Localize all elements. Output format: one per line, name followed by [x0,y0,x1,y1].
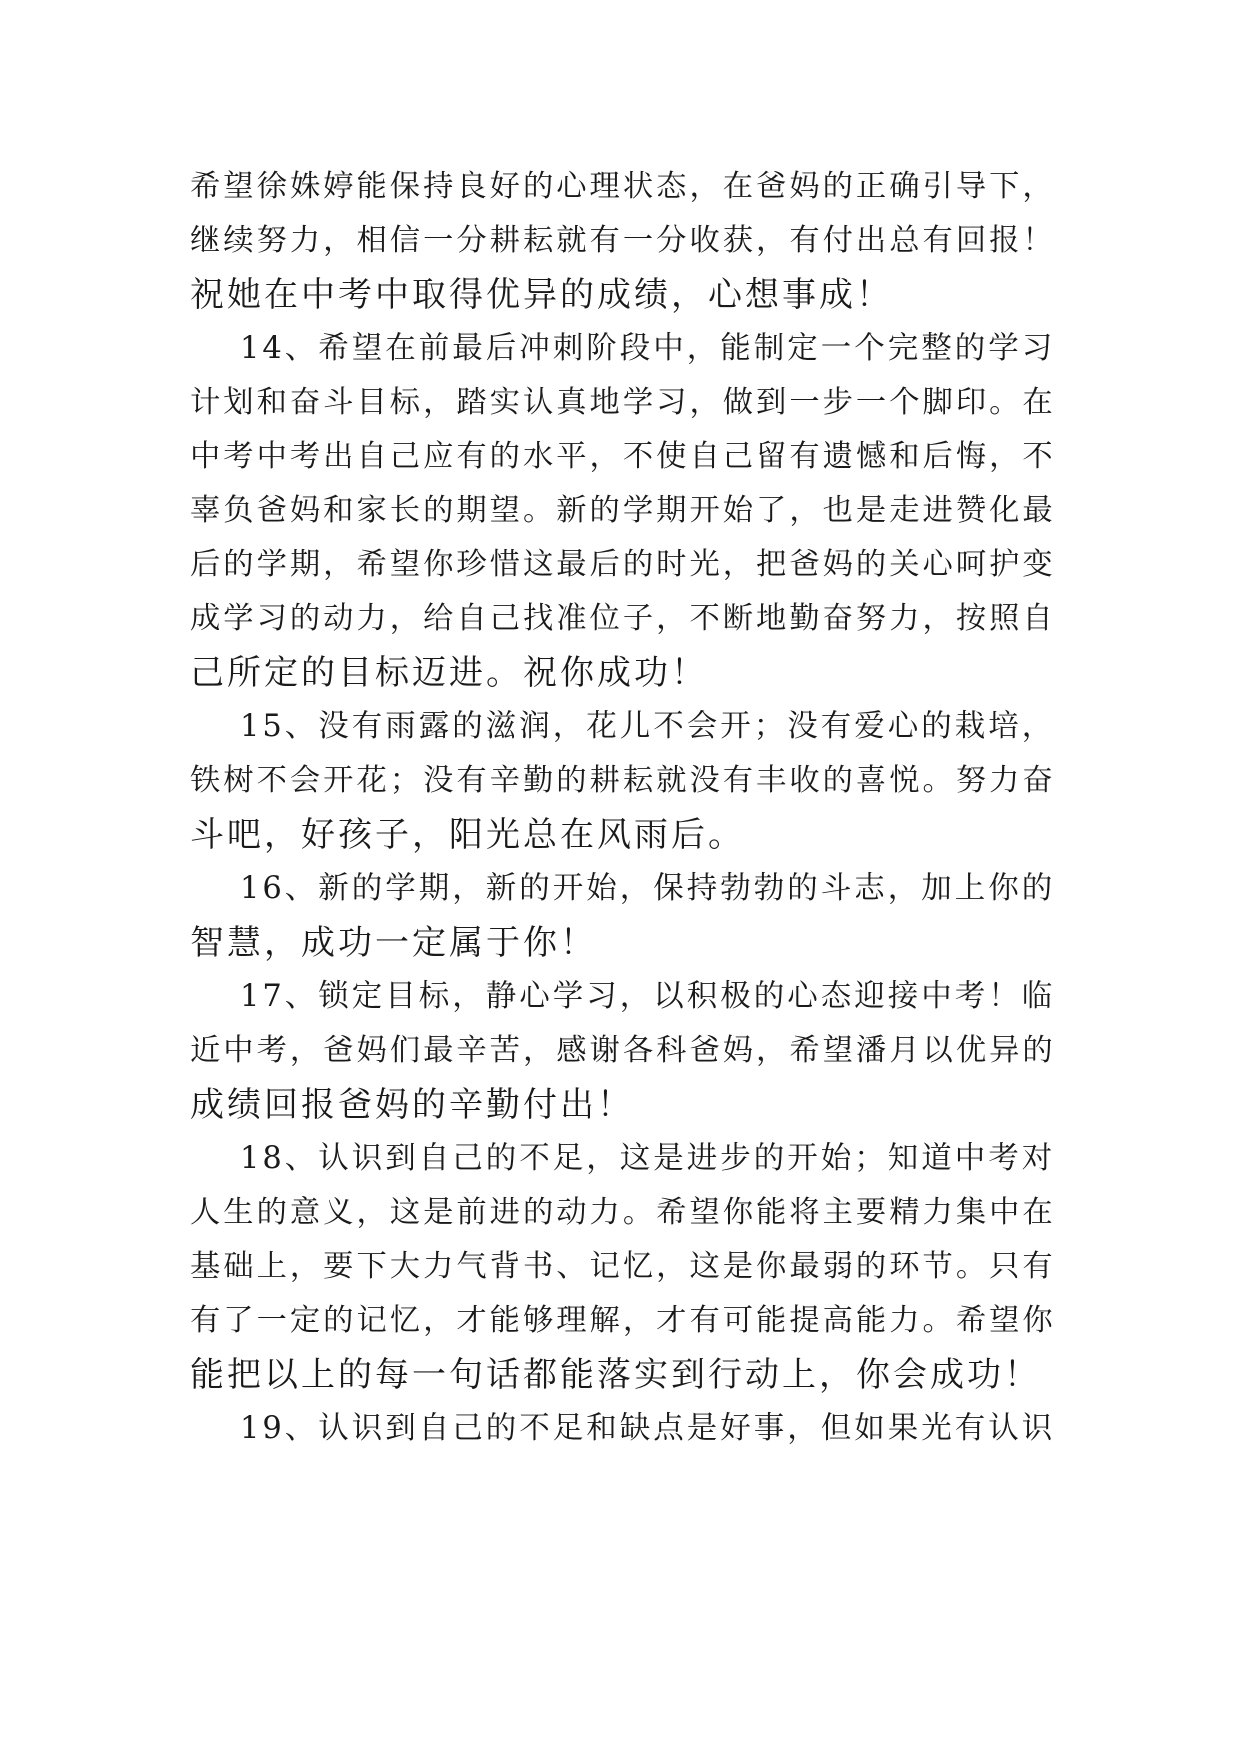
text-line: 辜负爸妈和家长的期望。新的学期开始了，也是走进赞化最 [190,493,1056,528]
text-line: 希望徐姝婷能保持良好的心理状态，在爸妈的正确引导下， [190,169,1056,204]
paragraph-first-line: 19、认识到自己的不足和缺点是好事，但如果光有认识 [240,1411,1056,1446]
text-line: 中考中考出自己应有的水平，不使自己留有遗憾和后悔，不 [190,439,1056,474]
text-line: 祝她在中考中取得优异的成绩，心想事成！ [190,275,893,315]
paragraph-first-line: 18、认识到自己的不足，这是进步的开始；知道中考对 [240,1141,1056,1176]
text-line: 成学习的动力，给自己找准位子，不断地勤奋努力，按照自 [190,601,1056,636]
text-line: 计划和奋斗目标，踏实认真地学习，做到一步一个脚印。在 [190,385,1056,420]
text-line: 近中考，爸妈们最辛苦，感谢各科爸妈，希望潘月以优异的 [190,1033,1056,1068]
text-line: 斗吧，好孩子，阳光总在风雨后。 [190,815,745,855]
text-line: 能把以上的每一句话都能落实到行动上，你会成功！ [190,1355,1041,1395]
paragraph-first-line: 15、没有雨露的滋润，花儿不会开；没有爱心的栽培， [240,709,1056,744]
text-line: 铁树不会开花；没有辛勤的耕耘就没有丰收的喜悦。努力奋 [190,763,1056,798]
text-line: 人生的意义，这是前进的动力。希望你能将主要精力集中在 [190,1195,1056,1230]
paragraph-first-line: 17、锁定目标，静心学习，以积极的心态迎接中考！临 [240,979,1056,1014]
document-body [190,160,1056,1456]
text-line: 基础上，要下大力气背书、记忆，这是你最弱的环节。只有 [190,1249,1056,1284]
text-line: 继续努力，相信一分耕耘就有一分收获，有付出总有回报！ [190,223,1056,258]
text-line: 后的学期，希望你珍惜这最后的时光，把爸妈的关心呵护变 [190,547,1056,582]
text-line: 己所定的目标迈进。祝你成功！ [190,653,708,693]
text-line: 有了一定的记忆，才能够理解，才有可能提高能力。希望你 [190,1303,1056,1338]
paragraph-first-line: 14、希望在前最后冲刺阶段中，能制定一个完整的学习 [240,331,1056,366]
paragraph-first-line: 16、新的学期，新的开始，保持勃勃的斗志，加上你的 [240,871,1056,906]
text-line: 成绩回报爸妈的辛勤付出！ [190,1085,634,1125]
text-line: 智慧，成功一定属于你！ [190,923,597,963]
